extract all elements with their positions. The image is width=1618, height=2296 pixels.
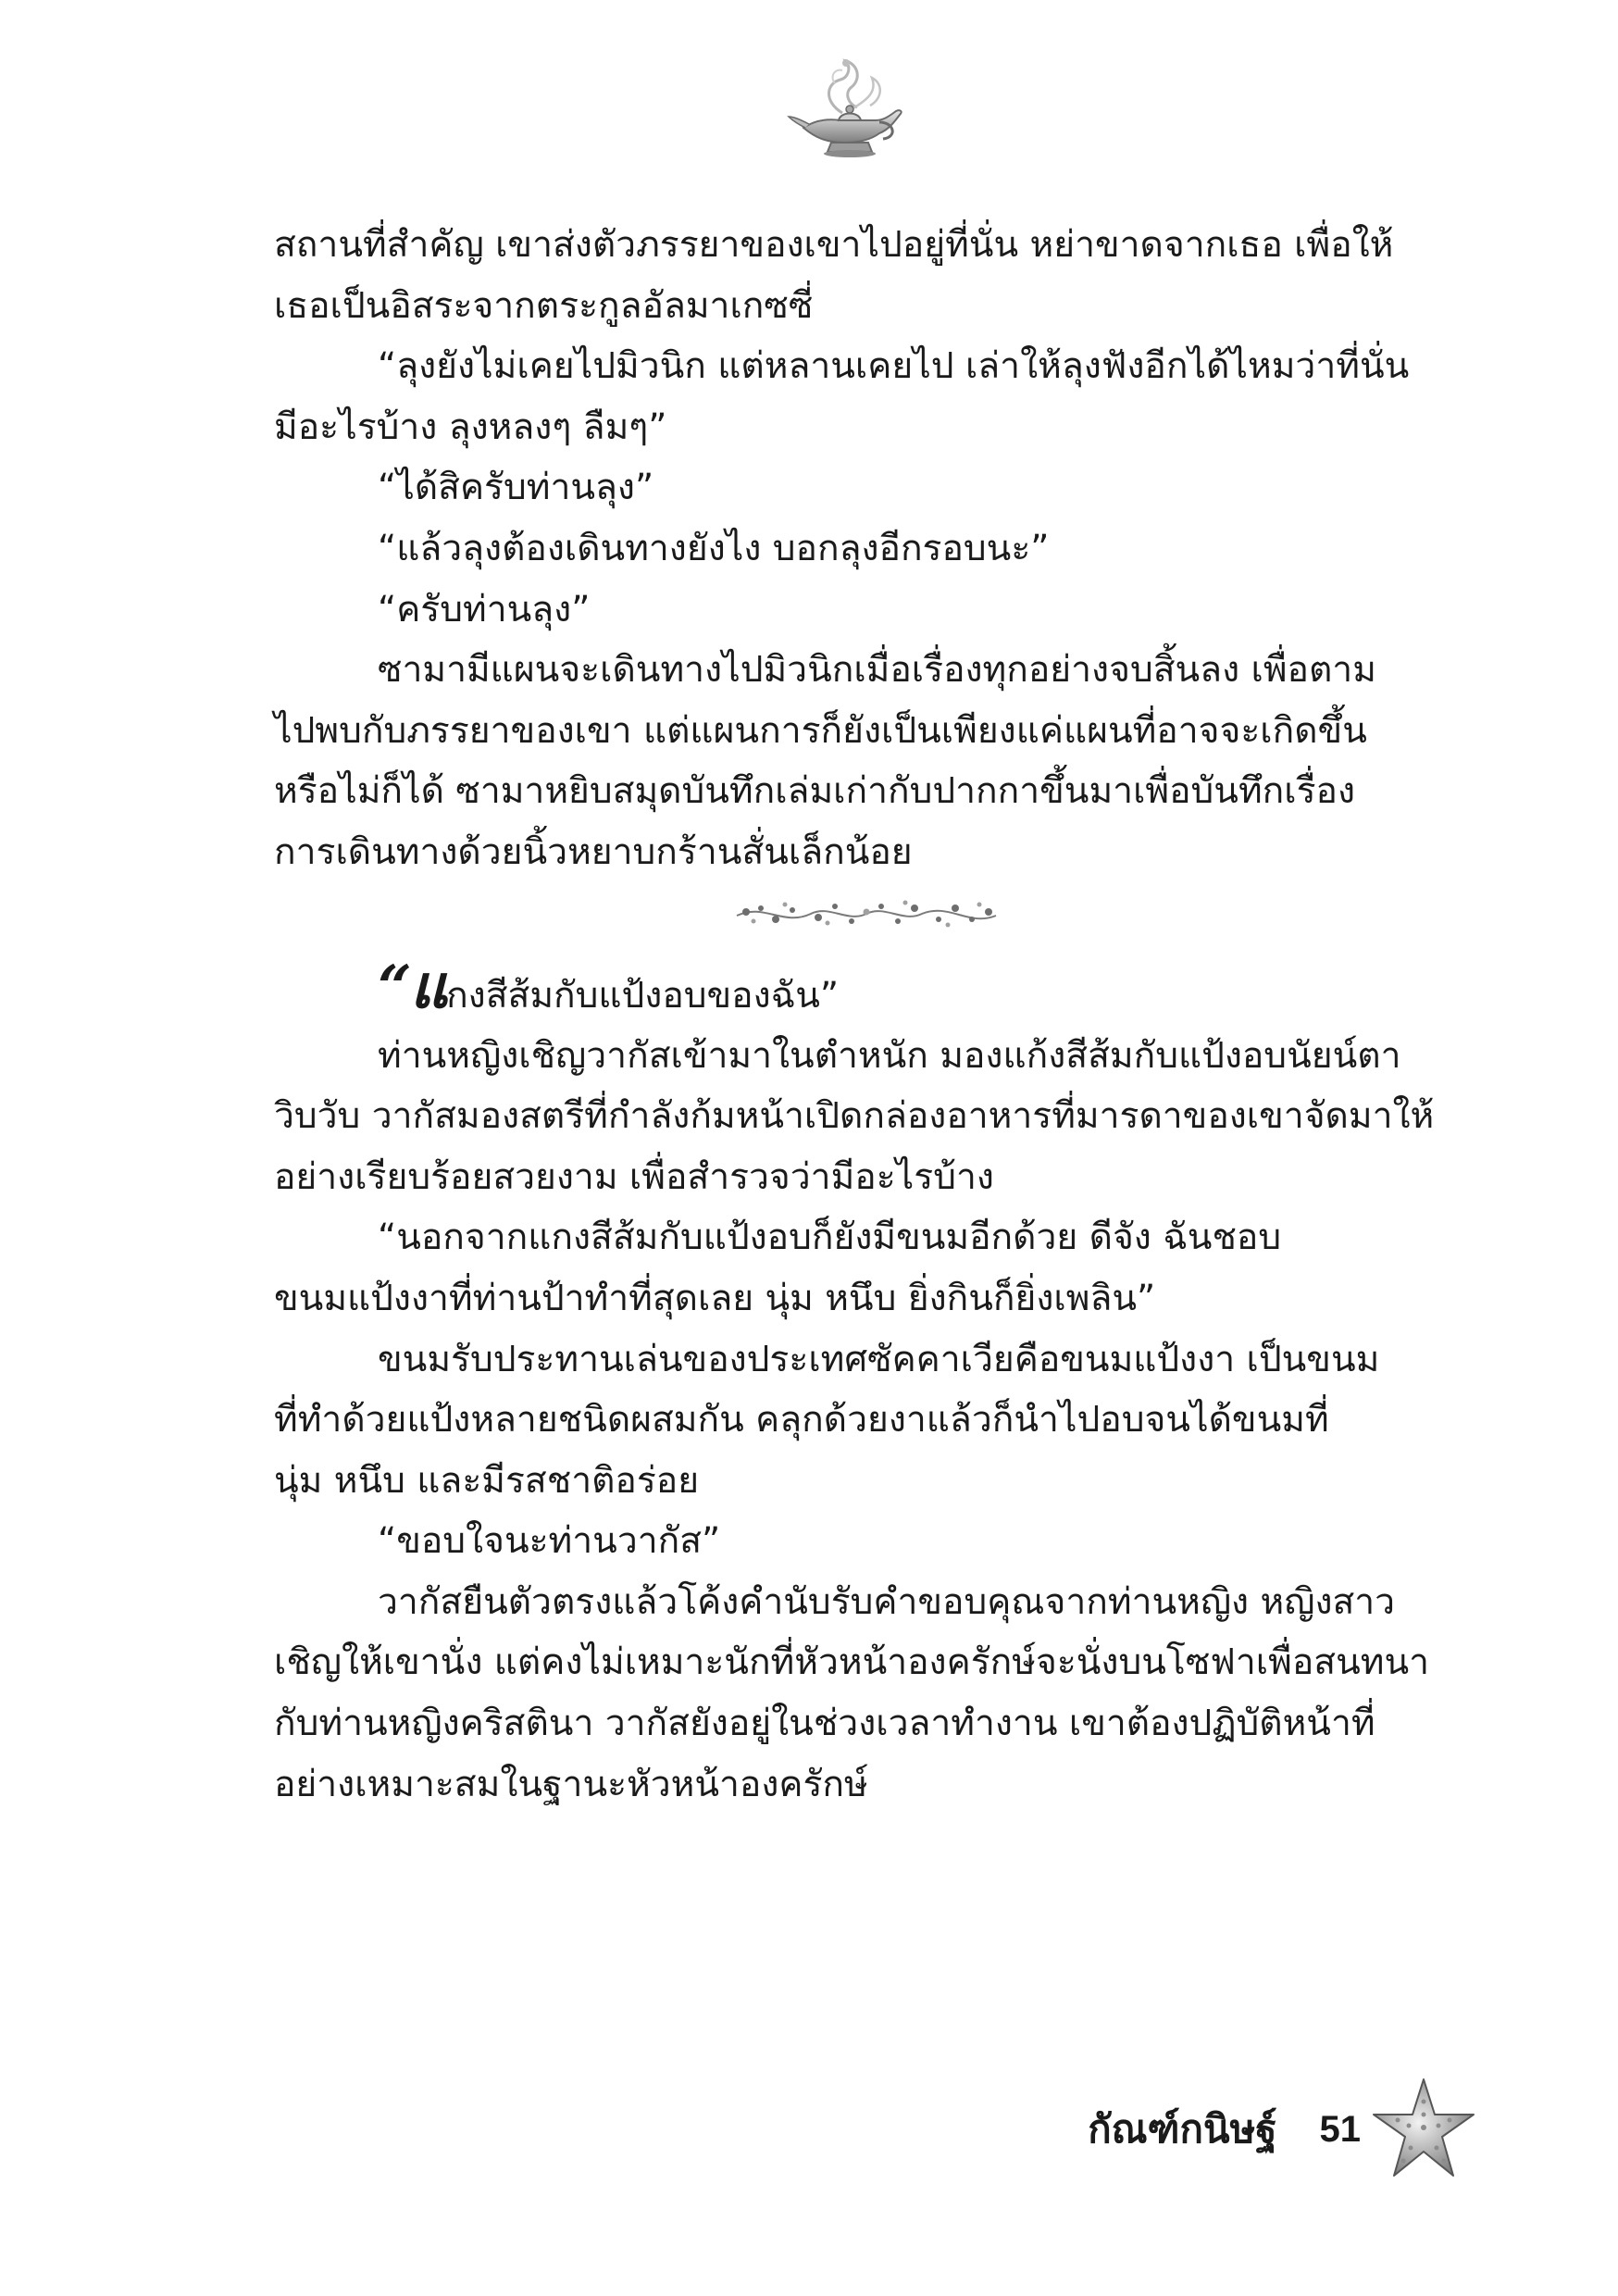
body-line: สถานที่สำคัญ เขาส่งตัวภรรยาของเขาไปอยู่ที่นั่น หย่าขาดจากเธอ เพื่อให้	[274, 224, 1394, 266]
body-line: ซามามีแผนจะเดินทางไปมิวนิกเมื่อเรื่องทุกอย่างจบสิ้นลง เพื่อตาม	[378, 649, 1376, 692]
body-line: ขนมแป้งงาที่ท่านป้าทำที่สุดเลย นุ่ม หนึบ ยิ่งกินก็ยิ่งเพลิน”	[274, 1277, 1156, 1319]
body-line: ขนมรับประทานเล่นของประเทศซัคคาเวียคือขนมแป้งงา เป็นขนม	[378, 1338, 1380, 1380]
body-line: เชิญให้เขานั่ง แต่คงไม่เหมาะนักที่หัวหน้าองครักษ์จะนั่งบนโซฟาเพื่อสนทนา	[274, 1641, 1429, 1684]
drop-cap: “แ	[378, 952, 447, 1022]
page-number: 51	[1319, 2108, 1361, 2150]
floral-divider-icon	[728, 895, 1005, 932]
body-line: “ขอบใจนะท่านวากัส”	[378, 1520, 721, 1563]
starfish-icon	[1368, 2074, 1479, 2185]
body-line: “นอกจากแกงสีส้มกับแป้งอบก็ยังมีขนมอีกด้วย ดีจัง ฉันชอบ	[378, 1217, 1282, 1259]
page-body	[274, 215, 1459, 1815]
body-line: วากัสยืนตัวตรงแล้วโค้งคำนับรับคำขอบคุณจากท่านหญิง หญิงสาว	[378, 1580, 1396, 1623]
body-line: เธอเป็นอิสระจากตระกูลอัลมาเกซซี่	[274, 284, 814, 327]
body-line: กับท่านหญิงคริสตินา วากัสยังอยู่ในช่วงเวลาทำงาน เขาต้องปฏิบัติหน้าที่	[274, 1703, 1375, 1745]
body-line: “ลุงยังไม่เคยไปมิวนิก แต่หลานเคยไป เล่าให้ลุงฟังอีกได้ไหมว่าที่นั่น	[378, 345, 1410, 388]
body-line: อย่างเหมาะสมในฐานะหัวหน้าองครักษ์	[274, 1763, 868, 1805]
body-line: “ครับท่านลุง”	[378, 588, 591, 630]
genie-lamp-icon	[787, 56, 916, 167]
book-title: กัณฑ์กนิษฐ์	[1088, 2106, 1277, 2152]
body-line: ท่านหญิงเชิญวากัสเข้ามาในตำหนัก มองแก้งสีส้มกับแป้งอบนัยน์ตา	[378, 1034, 1401, 1077]
body-line: การเดินทางด้วยนิ้วหยาบกร้านสั่นเล็กน้อย	[274, 830, 913, 873]
page-footer	[1088, 2069, 1479, 2190]
body-line: นุ่ม หนึบ และมีรสชาติอร่อย	[274, 1459, 700, 1502]
section-opening-line	[274, 950, 1459, 1026]
section-divider	[274, 883, 1459, 944]
drop-cap-rest: กงสีส้มกับแป้งอบของฉัน”	[446, 974, 840, 1017]
body-line: มีอะไรบ้าง ลุงหลงๆ ลืมๆ”	[274, 406, 667, 448]
body-line: วิบวับ วากัสมองสตรีที่กำลังก้มหน้าเปิดกล่องอาหารที่มารดาของเขาจัดมาให้	[274, 1095, 1435, 1138]
body-line: ที่ทำด้วยแป้งหลายชนิดผสมกัน คลุกด้วยงาแล้วก็นำไปอบจนได้ขนมที่	[274, 1399, 1329, 1441]
body-line: “แล้วลุงต้องเดินทางยังไง บอกลุงอีกรอบนะ”	[378, 527, 1050, 569]
body-line: ไปพบกับภรรยาของเขา แต่แผนการก็ยังเป็นเพียงแค่แผนที่อาจจะเกิดขึ้น	[274, 709, 1367, 752]
body-line: อย่างเรียบร้อยสวยงาม เพื่อสำรวจว่ามีอะไรบ้าง	[274, 1155, 994, 1198]
body-line: “ได้สิครับท่านลุง”	[378, 467, 654, 509]
body-line: หรือไม่ก็ได้ ซามาหยิบสมุดบันทึกเล่มเก่ากับปากกาขึ้นมาเพื่อบันทึกเรื่อง	[274, 770, 1356, 813]
